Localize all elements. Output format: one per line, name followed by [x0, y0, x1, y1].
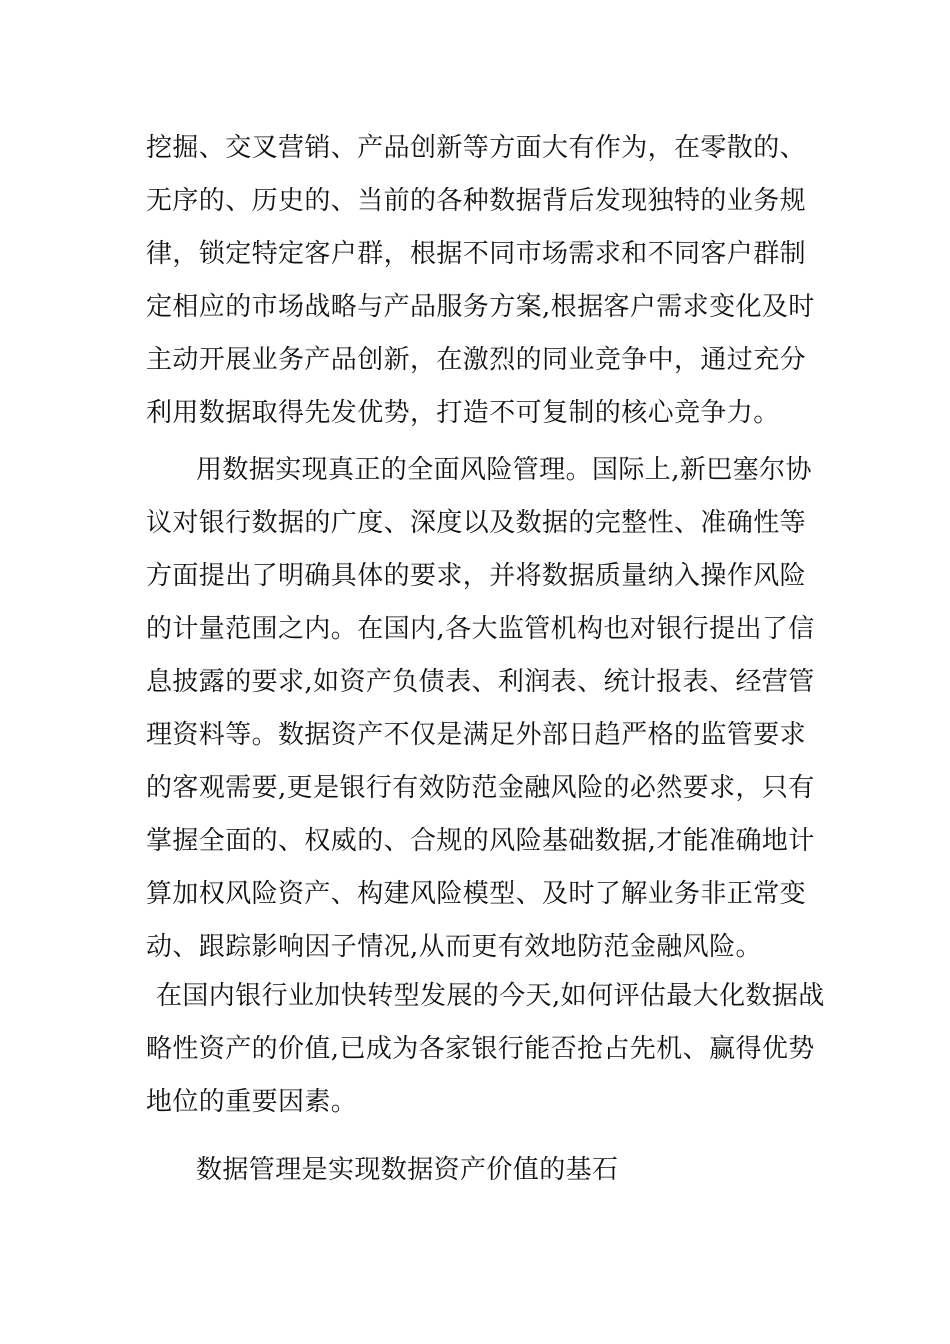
text-line: 的客观需要,更是银行有效防范金融风险的必然要求，只有	[146, 773, 815, 803]
text-line: 理资料等。数据资产不仅是满足外部日趋严格的监管要求	[146, 720, 807, 750]
paragraph-strategic-assets	[146, 970, 825, 1129]
text-line: 息披露的要求,如资产负债表、利润表、统计报表、经营管	[146, 667, 815, 697]
text-line: 主动开展业务产品创新，在激烈的同业竞争中，通过充分	[146, 345, 807, 375]
text-line: 方面提出了明确具体的要求，并将数据质量纳入操作风险	[146, 561, 807, 591]
text-line: 议对银行数据的广度、深度以及数据的完整性、准确性等	[146, 508, 807, 538]
text-line: 算加权风险资产、构建风险模型、及时了解业务非正常变	[146, 879, 807, 909]
section-heading	[146, 1144, 806, 1197]
paragraph-data-mining	[146, 122, 815, 440]
paragraph-risk-management	[146, 444, 815, 974]
text-line: 无序的、历史的、当前的各种数据背后发现独特的业务规	[146, 186, 807, 216]
text-line: 利用数据取得先发优势，打造不可复制的核心竞争力。	[146, 398, 780, 428]
heading-line: 数据管理是实现数据资产价值的基石	[196, 1155, 619, 1185]
text-line: 的计量范围之内。在国内,各大监管机构也对银行提出了信	[146, 614, 815, 644]
text-line: 掌握全面的、权威的、合规的风险基础数据,才能准确地计	[146, 826, 815, 856]
text-line: 略性资产的价值,已成为各家银行能否抢占先机、赢得优势	[146, 1034, 815, 1064]
text-line: 挖掘、交叉营销、产品创新等方面大有作为，在零散的、	[146, 133, 807, 163]
text-line: 在国内银行业加快转型发展的今天,如何评估最大化数据战	[156, 981, 825, 1011]
text-line: 定相应的市场战略与产品服务方案,根据客户需求变化及时	[146, 292, 815, 322]
text-line: 用数据实现真正的全面风险管理。国际上,新巴塞尔协	[196, 455, 812, 485]
text-line: 动、跟踪影响因子情况,从而更有效地防范金融风险。	[146, 932, 762, 962]
text-line: 地位的重要因素。	[146, 1087, 358, 1117]
text-line: 律，锁定特定客户群，根据不同市场需求和不同客户群制	[146, 239, 807, 269]
